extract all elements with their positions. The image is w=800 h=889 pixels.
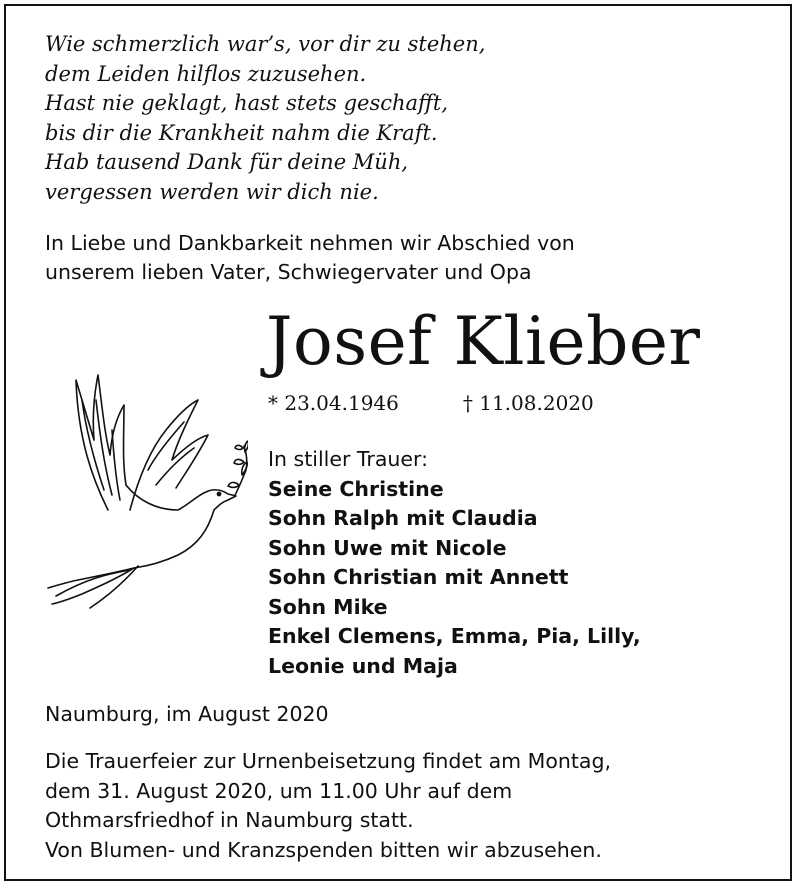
poem-line: Hab tausend Dank für deine Müh, [45, 150, 409, 174]
death-date: † 11.08.2020 [462, 391, 594, 415]
birth-date: * 23.04.1946 [268, 391, 399, 415]
mourners-heading: In stiller Trauer: [268, 447, 428, 471]
memorial-poem [45, 30, 485, 207]
poem-line: Hast nie geklagt, hast stets geschafft, [45, 91, 449, 115]
notice-line: Die Trauerfeier zur Urnenbeisetzung findet am Montag, [45, 749, 612, 773]
poem-line: Wie schmerzlich war’s, vor dir zu stehen, [45, 32, 486, 56]
dove-with-olive-branch-icon [38, 360, 248, 630]
farewell-intro [45, 229, 575, 287]
mourner-name: Enkel Clemens, Emma, Pia, Lilly, [268, 624, 641, 648]
mourner-name: Sohn Ralph mit Claudia [268, 506, 538, 530]
notice-line: Von Blumen- und Kranzspenden bitten wir abzusehen. [45, 837, 602, 862]
deceased-name: Josef Klieber [266, 303, 701, 380]
notice-line: dem 31. August 2020, um 11.00 Uhr auf dem [45, 778, 513, 803]
notice-line: Othmarsfriedhof in Naumburg statt. [45, 808, 414, 832]
mourner-name: Sohn Christian mit Annett [268, 565, 569, 589]
mourner-name: Leonie und Maja [268, 653, 458, 678]
intro-line: In Liebe und Dankbarkeit nehmen wir Abschied von [45, 231, 575, 255]
mourner-name: Sohn Uwe mit Nicole [268, 535, 507, 560]
mourners-list [268, 445, 641, 681]
poem-line: bis dir die Krankheit nahm die Kraft. [45, 120, 438, 145]
life-dates [268, 389, 594, 417]
intro-line: unserem lieben Vater, Schwiegervater und Opa [45, 260, 532, 284]
mourner-name: Seine Christine [268, 476, 444, 501]
poem-line: vergessen werden wir dich nie. [45, 179, 379, 204]
place-and-date: Naumburg, im August 2020 [45, 702, 329, 726]
poem-line: dem Leiden hilflos zuzusehen. [45, 61, 367, 86]
mourner-name: Sohn Mike [268, 594, 388, 619]
funeral-notice [45, 747, 611, 865]
